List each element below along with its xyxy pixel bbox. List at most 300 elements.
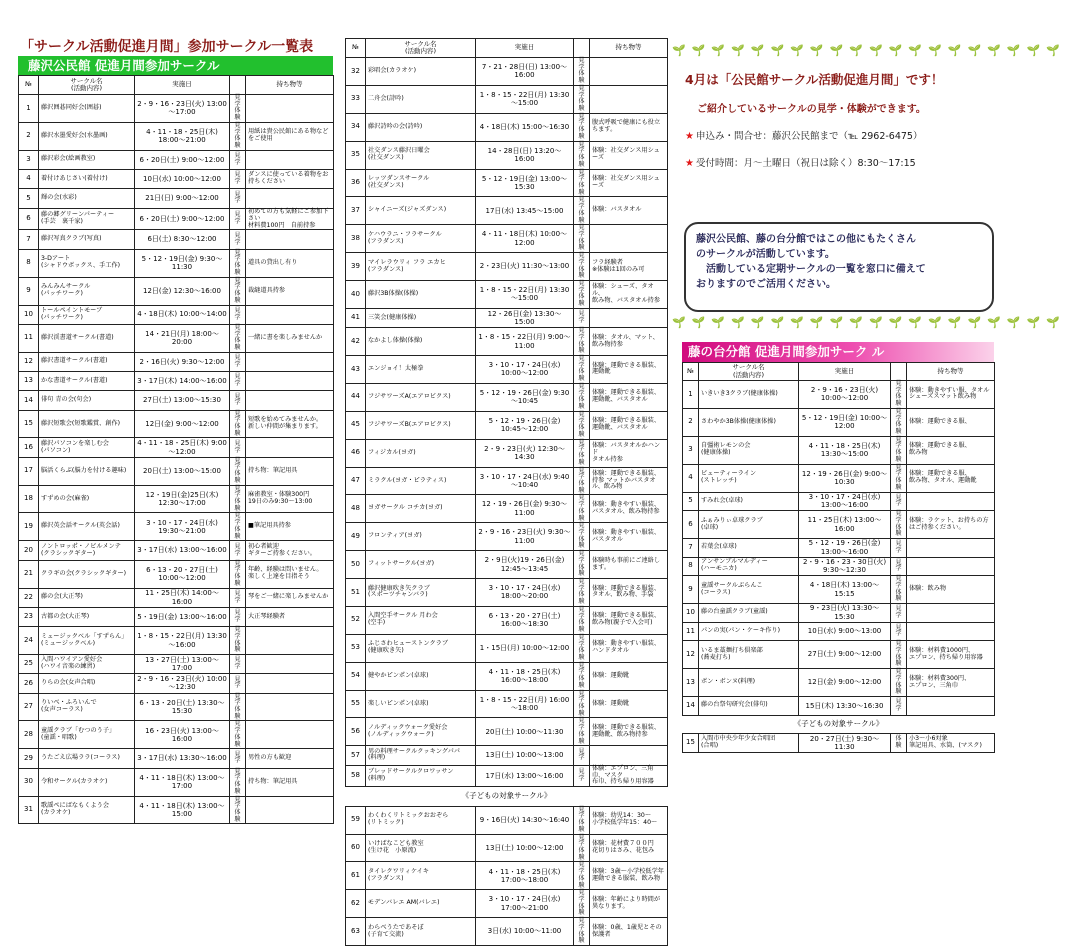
schedule: 13日(土) 10:00～13:00 [476,746,574,765]
table-row [683,669,995,697]
row-number: 28 [19,721,39,749]
items-note [246,391,334,410]
row-number: 63 [346,918,366,946]
items-note: 体験：社交ダンス用シューズ [590,169,668,197]
circle-name: 令和サークル(カラオケ) [39,768,135,796]
row-number: 45 [346,411,366,439]
visit-mark: 見学 体験 [574,523,590,551]
row-number: 38 [346,225,366,253]
notice-contact-line [675,128,995,142]
table-row [19,189,334,208]
circle-name: わらべうたであそぼ (子育て交流) [366,918,476,946]
items-note: 体験：運動できる服装、 運動靴、バスタオル [590,411,668,439]
row-number: 11 [19,324,39,352]
col-name: サークル名 (活動内容) [39,76,135,95]
circle-name: 藤沢写真クラブ(写真) [39,230,135,249]
row-number: 50 [346,551,366,579]
table-row [683,492,995,511]
items-note [246,150,334,169]
table-row [346,141,668,169]
items-note: 体験：タオル、マット、 飲み物持参 [590,328,668,356]
schedule: 5・12・19日(金) 9:30～11:30 [135,249,230,277]
row-number: 44 [346,383,366,411]
visit-mark: 見学 [230,352,246,371]
visit-mark: 見学 [574,746,590,765]
visit-mark: 見学 体験 [230,627,246,655]
schedule: 3・10・17・24日(水) 19:30～21:00 [135,513,230,541]
items-note: 体験：シューズ、タオル、 飲み物、バスタオル持参 [590,281,668,309]
items-note: 体験：ラケット、お持ちの方はご持参ください。 [907,511,995,539]
row-number: 37 [346,197,366,225]
items-note [590,308,668,327]
schedule: 1・8・15・22日(月) 13:30～16:00 [135,627,230,655]
items-note: 年齢、経験は問いません。 楽しく上達を目指そう [246,560,334,588]
table-row [346,439,668,467]
notice-block [675,70,995,169]
items-note [590,85,668,113]
items-note [246,674,334,693]
row-number: 1 [683,381,699,409]
schedule: 4・11・18・25日(木) 13:30～15:00 [799,436,891,464]
circle-name: ビューティーライン (ストレッチ) [699,464,799,492]
circle-name: 古都の会(大正琴) [39,607,135,626]
circle-name: さわやか3B体操(健康体操) [699,408,799,436]
info-box [684,222,994,312]
circle-name: ノントロッポ・ノビルメンテ (クラシックギター) [39,541,135,560]
box-line: おりますのでご活用ください。 [696,279,836,290]
items-note: 体験：0歳、1歳児とその保護者 [590,918,668,946]
col-items: 持ち物等 [907,363,995,381]
circle-name: 着付けあじさい(着付け) [39,170,135,189]
notice-contact: 申込み・問合せ：藤沢公民館まで（℡ 2962-6475） [695,131,923,142]
schedule: 6・20日(土) 9:00～12:00 [135,208,230,230]
items-note: 体験：運動できる服装、 飲み物(親子で入会可) [590,606,668,634]
visit-mark: 見学 体験 [574,662,590,690]
circle-name: うたごえ広場ララ(コーラス) [39,749,135,768]
row-number: 10 [19,305,39,324]
table-row [19,485,334,513]
table-row [19,607,334,626]
visit-mark: 見学 体験 [574,834,590,862]
table-row [346,253,668,281]
items-note [907,538,995,557]
row-number: 56 [346,718,366,746]
visit-mark: 見学 [230,588,246,607]
schedule: 4・11・18・25日(木) 9:00～12:00 [135,438,230,457]
schedule: 4・11・18・25日(木) 16:00～18:00 [476,662,574,690]
row-number: 52 [346,606,366,634]
row-number: 41 [346,308,366,327]
table-row [346,834,668,862]
circle-name: ミュージックベル「すずらん」 (ミュージックベル) [39,627,135,655]
table-row [19,150,334,169]
schedule: 12日(金) 9:00～12:00 [135,410,230,438]
fujisawa-banner: 藤沢公民館 促進月間参加サークル [18,56,333,75]
circle-name: アンサンブルマルディー (ハーモニカ) [699,557,799,576]
visit-mark: 見学 体験 [574,328,590,356]
table-row [19,305,334,324]
visit-mark: 見学 体験 [230,410,246,438]
items-note [246,352,334,371]
visit-mark: 見学 [574,308,590,327]
items-note: 体験：エプロン、三角巾、マスク 布巾、持ち帰り用容器 [590,765,668,787]
row-number: 5 [683,492,699,511]
items-note: 体験：運動できる服、 飲み物 [907,436,995,464]
circle-name: 自彊術レモンの会 (健康体操) [699,436,799,464]
items-note: 琴をご一緒に楽しみませんか [246,588,334,607]
col-items: 持ち物等 [246,76,334,95]
visit-mark: 見学 体験 [574,551,590,579]
row-number: 62 [346,890,366,918]
circle-name: 男の料理サークルクッキングパパ (料理) [366,746,476,765]
items-note [907,557,995,576]
middle-circle-table [345,38,668,946]
items-note: 体験：幼児14：30～ 小学校低学年15：40～ [590,806,668,834]
table-row [346,308,668,327]
row-number: 26 [19,674,39,693]
row-number: 18 [19,485,39,513]
schedule: 5・19日(金) 13:00～16:00 [135,607,230,626]
row-number: 54 [346,662,366,690]
box-line: 藤沢公民館、藤の台分館ではこの他にもたくさん [696,234,916,245]
visit-mark: 見学 体験 [574,225,590,253]
circle-name: 藤沢短歌会(短歌鑑賞、創作) [39,410,135,438]
row-number: 32 [346,58,366,86]
visit-mark: 見学 [891,538,907,557]
items-note: 体験：動きやすい服、タオルシューズスマット飲み物 [907,381,995,409]
schedule: 13・27日(土) 13:00～17:00 [135,655,230,674]
schedule: 5・12・19日(金) 13:00～15:30 [476,169,574,197]
schedule: 6・13・20・27日(土) 10:00～12:00 [135,560,230,588]
schedule: 4・11・18日(木) 13:00～15:00 [135,796,230,824]
items-note: 裁縫道具持参 [246,277,334,305]
visit-mark: 見学 体験 [574,141,590,169]
row-number: 11 [683,622,699,641]
visit-mark: 見学 体験 [574,690,590,718]
circle-name: 輝の会(水彩) [39,189,135,208]
schedule: 4・11・18日(木) 13:00～17:00 [135,768,230,796]
schedule: 12・19・26日(金) 9:00～10:30 [799,464,891,492]
visit-mark: 見学 [230,541,246,560]
fujinodai-rows [683,381,995,753]
visit-mark: 見学 [230,208,246,230]
row-number: 8 [683,557,699,576]
visit-mark: 見学 体験 [574,579,590,607]
circle-name: トールペイントモーブ (パッチワーク) [39,305,135,324]
table-row [19,95,334,123]
circle-name: なかよし体操(体操) [366,328,476,356]
items-note: 体験：材料費1000円、 エプロン、持ち帰り用容器 [907,641,995,669]
items-note [590,58,668,86]
row-number: 51 [346,579,366,607]
items-note [246,721,334,749]
schedule: 4・18日(木) 10:00～14:00 [135,305,230,324]
items-note: 体験：運動できる服装、 運動靴 [590,356,668,384]
circle-name: みんみんサークル (パッチワーク) [39,277,135,305]
row-number: 61 [346,862,366,890]
table-row [19,796,334,824]
circle-name: 二舟会(詩吟) [366,85,476,113]
schedule: 2・23日(火) 11:30～13:00 [476,253,574,281]
row-number: 60 [346,834,366,862]
table-row [683,696,995,715]
row-number: 42 [346,328,366,356]
circle-name: クラギの会(クラシックギター) [39,560,135,588]
table-row [346,690,668,718]
schedule: 3・10・17・24日(水) 17:00～21:00 [476,890,574,918]
schedule: 3・10・17・24日(水) 9:40～10:40 [476,467,574,495]
items-note: 体験：運動できる服装、 運動靴、飲み物持参 [590,718,668,746]
row-number: 22 [19,588,39,607]
row-number: 16 [19,438,39,457]
items-note: 用紙は貴公民館にある物などをご使用 [246,122,334,150]
visit-mark: 見学 体験 [891,576,907,604]
col-no: № [19,76,39,95]
visit-mark: 見学 [230,150,246,169]
table-row [683,734,995,753]
row-number: 39 [346,253,366,281]
visit-mark: 見学 体験 [574,806,590,834]
table-row [346,662,668,690]
schedule: 12日(金) 12:30～16:00 [135,277,230,305]
schedule: 27日(土) 13:00～15:30 [135,391,230,410]
circle-name: フロンティア(ヨガ) [366,523,476,551]
col-no: № [683,363,699,381]
circle-name: フジサワーズB(エアロビクス) [366,411,476,439]
schedule: 5・12・19・26日(金) 13:00～16:00 [799,538,891,557]
table-row [19,768,334,796]
visit-mark: 見学 体験 [891,511,907,539]
items-note: 短歌を始めてみませんか。 新しい仲間が集まります。 [246,410,334,438]
circle-name: モデンバレエ AM(バレエ) [366,890,476,918]
schedule: 2・9日(火)19・26日(金) 12:45～13:45 [476,551,574,579]
visit-mark: 見学 体験 [574,495,590,523]
fujinodai-circle-table [682,362,995,753]
items-note: 初心者歓迎 ギターご持参ください。 [246,541,334,560]
table-row [19,410,334,438]
items-note: 体験：運動できる服装、 タオル、飲み物、手袋 [590,579,668,607]
row-number: 43 [346,356,366,384]
section-label: 《子どもの対象サークル》 [346,787,668,806]
table-row [19,352,334,371]
items-note: 体験：運動できる服、 飲み物、タオル、運動靴 [907,464,995,492]
items-note: 体験：動きやすい服装、 ハンドタオル [590,634,668,662]
col-date: 実施日 [799,363,891,381]
circle-name: フィジカル(ヨガ) [366,439,476,467]
items-note [246,95,334,123]
circle-name: 楽しいピンポン(卓球) [366,690,476,718]
visit-mark: 見学 体験 [891,464,907,492]
row-number: 7 [19,230,39,249]
visit-mark: 見学 体験 [230,277,246,305]
row-number: 58 [346,765,366,787]
schedule: 7・21・28日(日) 13:00～16:00 [476,58,574,86]
schedule: 14・21日(月) 18:00～20:00 [135,324,230,352]
schedule: 2・9・16・23日(火) 9:30～11:00 [476,523,574,551]
items-note: 体験：動きやすい服装、 バスタオル、飲み物持参 [590,495,668,523]
schedule: 2・9・23日(火) 12:30～14:30 [476,439,574,467]
visit-mark: 見学 [891,604,907,623]
items-note: ダンスに使っている着物をお持ちください [246,170,334,189]
col-name: サークル名 (活動内容) [366,39,476,58]
schedule: 3・10・17・24日(水) 10:00～12:00 [476,356,574,384]
visit-mark: 見学 体験 [230,768,246,796]
table-row [346,806,668,834]
circle-name: 歌謡ぺにばなもくよう会 (カラオケ) [39,796,135,824]
circle-name: いるま藁麺打ち倶楽部 (蕎麦打ち) [699,641,799,669]
circle-name: ボン・ボンヌ(料理) [699,669,799,697]
table-row [683,622,995,641]
table-row [19,170,334,189]
fujinodai-banner: 藤の台分館 促進月間参加サーク ル [682,342,994,362]
visit-mark: 見学 体験 [230,324,246,352]
visit-mark: 体験 [891,734,907,753]
schedule: 3・17日(木) 14:00～16:00 [135,371,230,390]
items-note [246,796,334,824]
visit-mark: 見学 体験 [230,95,246,123]
table-row [19,324,334,352]
table-row [346,765,668,787]
items-note [246,438,334,457]
items-note [246,189,334,208]
visit-mark: 見学 [891,557,907,576]
visit-mark: 見学 体験 [891,436,907,464]
visit-mark: 見学 体験 [230,122,246,150]
circle-name: 藤沢彩会(絵画教室) [39,150,135,169]
items-note [907,696,995,715]
schedule: 21日(日) 9:00～12:00 [135,189,230,208]
circle-name: ブレッドサークルクロワッサン (料理) [366,765,476,787]
items-note: フラ経験者 ※体験は1回のみ可 [590,253,668,281]
table-row [346,579,668,607]
table-row [346,918,668,946]
row-number: 35 [346,141,366,169]
schedule: 11・25日(木) 14:00～16:00 [135,588,230,607]
visit-mark: 見学 体験 [574,253,590,281]
circle-name: 三笑会(健康体操) [366,308,476,327]
row-number: 46 [346,439,366,467]
visit-mark: 見学 体験 [230,560,246,588]
middle-rows [346,58,668,946]
visit-mark: 見学 体験 [230,485,246,513]
circle-name: 藤の会(大正琴) [39,588,135,607]
visit-mark: 見学 体験 [574,113,590,141]
visit-mark: 見学 体験 [891,381,907,409]
section-row [683,715,995,734]
table-row [346,356,668,384]
visit-mark: 見学 [230,607,246,626]
circle-name: 藤沢健康吹き矢クラブ (スポーツチャンバラ) [366,579,476,607]
items-note: 大正琴経験者 [246,607,334,626]
col-date: 実施日 [135,76,230,95]
table-row [346,634,668,662]
row-number: 15 [683,734,699,753]
row-number: 27 [19,693,39,721]
table-row [346,58,668,86]
schedule: 17日(水) 13:45～15:00 [476,197,574,225]
box-line: のサークルが活動しています。 [696,249,835,260]
items-note: 体験：動きやすい服装、 バスタオル [590,523,668,551]
schedule: 20・27日(土) 9:30～11:30 [799,734,891,753]
circle-name: ふぁみりぃ卓球クラブ (卓球) [699,511,799,539]
schedule: 20日(土) 13:00～15:00 [135,457,230,485]
visit-mark: 見学 体験 [230,249,246,277]
table-row [683,464,995,492]
row-number: 3 [683,436,699,464]
row-number: 9 [19,277,39,305]
visit-mark: 見学 体験 [230,796,246,824]
table-row [19,541,334,560]
circle-name: シャイニーズ(ジャズダンス) [366,197,476,225]
row-number: 20 [19,541,39,560]
table-row [683,604,995,623]
visit-mark: 見学 [230,749,246,768]
items-note: 体験：運動靴 [590,662,668,690]
circle-name: 3-Dアート (シャドウボックス、手工作) [39,249,135,277]
table-row [346,718,668,746]
table-row [19,674,334,693]
schedule: 13日(土) 10:00～12:00 [476,834,574,862]
circle-name: ヨガサークル コチカ(ヨガ) [366,495,476,523]
circle-name: すずめの会(麻雀) [39,485,135,513]
items-note: 体験：年齢により時間が異なります。 [590,890,668,918]
row-number: 5 [19,189,39,208]
row-number: 15 [19,410,39,438]
row-number: 23 [19,607,39,626]
row-number: 53 [346,634,366,662]
circle-name: エンジョイ！太極拳 [366,356,476,384]
visit-mark: 見学 体験 [574,718,590,746]
table-row [346,328,668,356]
items-note [907,622,995,641]
schedule: 6・20日(土) 9:00～12:00 [135,150,230,169]
table-row [346,85,668,113]
items-note: 持ち物：筆記用具 [246,768,334,796]
items-note: 体験：バスタオルかハンド タオル持参 [590,439,668,467]
section-label: 《子どもの対象サークル》 [683,715,995,734]
circle-name: ケハウラニ・フラサークル (フラダンス) [366,225,476,253]
schedule: 12・19・26日(金) 9:30～11:00 [476,495,574,523]
row-number: 36 [346,169,366,197]
visit-mark: 見学 体験 [891,408,907,436]
table-row [346,113,668,141]
row-number: 25 [19,655,39,674]
circle-name: かな書道サークル(書道) [39,371,135,390]
row-number: 57 [346,746,366,765]
circle-name: 健やかピンポン(卓球) [366,662,476,690]
row-number: 6 [19,208,39,230]
fujisawa-circle-table [18,75,334,824]
items-note: 体験：材料費300円、 エプロン、三角巾 [907,669,995,697]
circle-name: 童謡クラブ「むつのう子」 (童謡・唱歌) [39,721,135,749]
table-row [19,230,334,249]
items-note: 体験：花材費７００円 花切りはさみ、花包み [590,834,668,862]
schedule: 1・8・15・22日(月) 13:30～15:00 [476,281,574,309]
items-note: 麻雀教室・体験300円 19日のみ9:30～13:00 [246,485,334,513]
circle-name: レッツダンスサークル (社交ダンス) [366,169,476,197]
visit-mark: 見学 体験 [574,634,590,662]
schedule: 9・23日(火) 13:30～15:30 [799,604,891,623]
row-number: 4 [19,170,39,189]
schedule: 4・18日(木) 13:00～15:15 [799,576,891,604]
col-name: サークル名 (活動内容) [699,363,799,381]
items-note: ■筆記用具持参 [246,513,334,541]
table-row [346,606,668,634]
row-number: 30 [19,768,39,796]
items-note: 小3～小6対象 筆記用具、水筒、(マスク) [907,734,995,753]
row-number: 2 [19,122,39,150]
visit-mark: 見学 体験 [574,467,590,495]
